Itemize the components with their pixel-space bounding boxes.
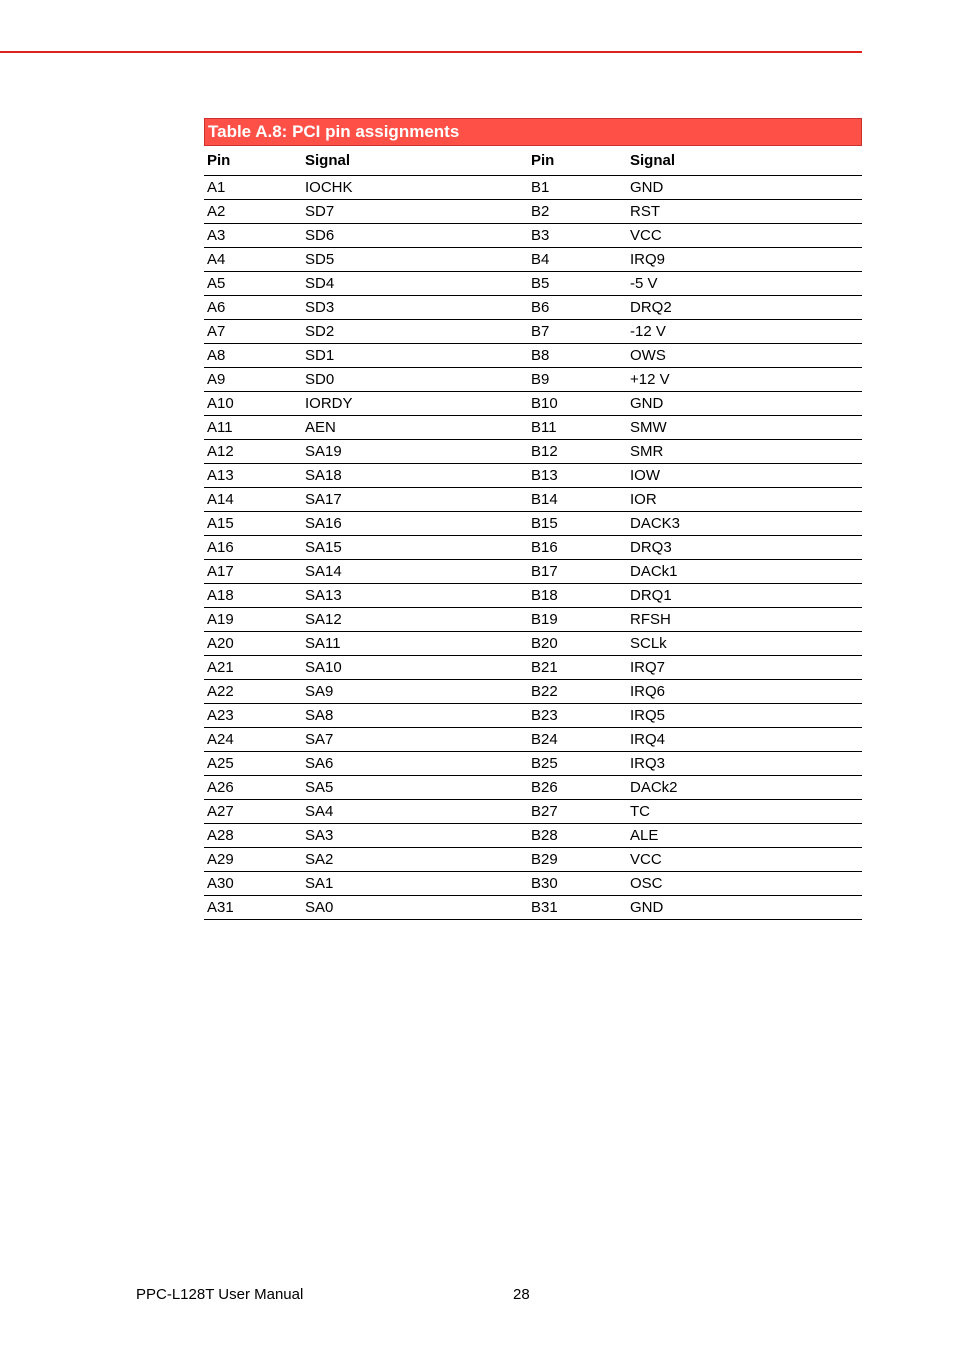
cell-signal-a: SA3 <box>302 824 528 848</box>
footer-manual-title: PPC-L128T User Manual <box>136 1286 304 1303</box>
cell-signal-a: SA7 <box>302 728 528 752</box>
cell-pin-b: B11 <box>528 416 627 440</box>
cell-pin-a: A24 <box>204 728 302 752</box>
cell-signal-a: IORDY <box>302 392 528 416</box>
table-row <box>204 176 862 200</box>
cell-pin-b: B26 <box>528 776 627 800</box>
table-row <box>204 728 862 752</box>
cell-pin-a: A17 <box>204 560 302 584</box>
cell-signal-a: SA8 <box>302 704 528 728</box>
cell-signal-a: SA19 <box>302 440 528 464</box>
cell-signal-b: DRQ2 <box>627 296 862 320</box>
table-row <box>204 416 862 440</box>
cell-pin-b: B10 <box>528 392 627 416</box>
cell-pin-b: B5 <box>528 272 627 296</box>
cell-pin-b: B19 <box>528 608 627 632</box>
cell-pin-a: A10 <box>204 392 302 416</box>
cell-signal-b: -5 V <box>627 272 862 296</box>
cell-signal-a: SD2 <box>302 320 528 344</box>
cell-pin-a: A16 <box>204 536 302 560</box>
cell-pin-b: B12 <box>528 440 627 464</box>
cell-pin-b: B16 <box>528 536 627 560</box>
cell-pin-a: A22 <box>204 680 302 704</box>
table-row <box>204 584 862 608</box>
cell-pin-a: A8 <box>204 344 302 368</box>
cell-pin-a: A23 <box>204 704 302 728</box>
cell-pin-a: A20 <box>204 632 302 656</box>
table-row <box>204 464 862 488</box>
cell-pin-a: A6 <box>204 296 302 320</box>
cell-signal-b: IRQ4 <box>627 728 862 752</box>
cell-signal-a: SA13 <box>302 584 528 608</box>
cell-pin-b: B31 <box>528 896 627 920</box>
cell-signal-a: SD4 <box>302 272 528 296</box>
cell-pin-a: A11 <box>204 416 302 440</box>
table-row <box>204 512 862 536</box>
cell-pin-b: B30 <box>528 872 627 896</box>
cell-signal-b: GND <box>627 392 862 416</box>
header-signal-b: Signal <box>627 146 862 176</box>
cell-signal-a: SD3 <box>302 296 528 320</box>
cell-pin-a: A3 <box>204 224 302 248</box>
cell-signal-b: DACk2 <box>627 776 862 800</box>
cell-pin-a: A28 <box>204 824 302 848</box>
cell-signal-a: SA17 <box>302 488 528 512</box>
cell-signal-b: OSC <box>627 872 862 896</box>
pin-assignment-table <box>204 146 862 920</box>
cell-pin-b: B4 <box>528 248 627 272</box>
table-row <box>204 752 862 776</box>
table-row <box>204 872 862 896</box>
cell-pin-a: A29 <box>204 848 302 872</box>
cell-pin-b: B2 <box>528 200 627 224</box>
cell-pin-b: B18 <box>528 584 627 608</box>
table-row <box>204 440 862 464</box>
cell-signal-a: SA0 <box>302 896 528 920</box>
cell-pin-b: B13 <box>528 464 627 488</box>
cell-signal-a: IOCHK <box>302 176 528 200</box>
cell-signal-b: RFSH <box>627 608 862 632</box>
table-row <box>204 824 862 848</box>
cell-signal-a: SA18 <box>302 464 528 488</box>
cell-pin-b: B8 <box>528 344 627 368</box>
table-header-row <box>204 146 862 176</box>
cell-signal-b: IRQ9 <box>627 248 862 272</box>
cell-pin-b: B27 <box>528 800 627 824</box>
cell-signal-a: SA4 <box>302 800 528 824</box>
cell-signal-b: SCLk <box>627 632 862 656</box>
cell-pin-b: B3 <box>528 224 627 248</box>
cell-signal-a: AEN <box>302 416 528 440</box>
cell-pin-a: A26 <box>204 776 302 800</box>
cell-signal-b: ALE <box>627 824 862 848</box>
table-row <box>204 536 862 560</box>
header-rule <box>0 51 862 53</box>
cell-signal-b: IRQ3 <box>627 752 862 776</box>
table-row <box>204 560 862 584</box>
cell-pin-a: A31 <box>204 896 302 920</box>
cell-pin-b: B24 <box>528 728 627 752</box>
cell-pin-b: B15 <box>528 512 627 536</box>
cell-pin-a: A4 <box>204 248 302 272</box>
cell-signal-b: RST <box>627 200 862 224</box>
cell-pin-b: B21 <box>528 656 627 680</box>
cell-pin-b: B17 <box>528 560 627 584</box>
cell-signal-b: TC <box>627 800 862 824</box>
cell-signal-b: VCC <box>627 224 862 248</box>
cell-pin-a: A13 <box>204 464 302 488</box>
table-row <box>204 896 862 920</box>
cell-pin-a: A2 <box>204 200 302 224</box>
cell-signal-a: SA12 <box>302 608 528 632</box>
table-row <box>204 608 862 632</box>
table-row <box>204 848 862 872</box>
cell-pin-a: A15 <box>204 512 302 536</box>
cell-signal-a: SA1 <box>302 872 528 896</box>
cell-pin-a: A30 <box>204 872 302 896</box>
cell-pin-a: A12 <box>204 440 302 464</box>
table-row <box>204 272 862 296</box>
table-row <box>204 344 862 368</box>
header-pin-b: Pin <box>528 146 627 176</box>
cell-pin-b: B7 <box>528 320 627 344</box>
cell-pin-a: A21 <box>204 656 302 680</box>
table-row <box>204 320 862 344</box>
cell-pin-b: B29 <box>528 848 627 872</box>
table-row <box>204 704 862 728</box>
pci-pin-table <box>204 118 862 920</box>
cell-pin-b: B6 <box>528 296 627 320</box>
cell-signal-b: OWS <box>627 344 862 368</box>
cell-signal-a: SD1 <box>302 344 528 368</box>
cell-pin-a: A14 <box>204 488 302 512</box>
cell-pin-b: B23 <box>528 704 627 728</box>
table-row <box>204 248 862 272</box>
cell-signal-a: SA9 <box>302 680 528 704</box>
cell-signal-b: IOW <box>627 464 862 488</box>
cell-signal-b: -12 V <box>627 320 862 344</box>
cell-signal-b: IRQ7 <box>627 656 862 680</box>
cell-signal-a: SA5 <box>302 776 528 800</box>
header-signal-a: Signal <box>302 146 528 176</box>
cell-pin-b: B28 <box>528 824 627 848</box>
cell-pin-b: B22 <box>528 680 627 704</box>
cell-signal-b: DRQ3 <box>627 536 862 560</box>
table-body <box>204 176 862 920</box>
cell-signal-a: SD6 <box>302 224 528 248</box>
cell-signal-b: SMR <box>627 440 862 464</box>
table-row <box>204 656 862 680</box>
cell-pin-a: A5 <box>204 272 302 296</box>
cell-signal-a: SA16 <box>302 512 528 536</box>
footer-page-number: 28 <box>513 1286 530 1303</box>
table-row <box>204 632 862 656</box>
header-pin-a: Pin <box>204 146 302 176</box>
table-row <box>204 224 862 248</box>
cell-signal-a: SA15 <box>302 536 528 560</box>
cell-pin-a: A27 <box>204 800 302 824</box>
cell-signal-b: GND <box>627 896 862 920</box>
cell-signal-b: IRQ6 <box>627 680 862 704</box>
cell-signal-a: SD7 <box>302 200 528 224</box>
cell-signal-b: SMW <box>627 416 862 440</box>
cell-signal-a: SD5 <box>302 248 528 272</box>
cell-pin-a: A18 <box>204 584 302 608</box>
cell-signal-a: SA2 <box>302 848 528 872</box>
cell-signal-b: DRQ1 <box>627 584 862 608</box>
cell-signal-b: IRQ5 <box>627 704 862 728</box>
cell-signal-a: SA11 <box>302 632 528 656</box>
cell-pin-b: B25 <box>528 752 627 776</box>
table-row <box>204 368 862 392</box>
table-row <box>204 200 862 224</box>
table-row <box>204 776 862 800</box>
cell-pin-b: B14 <box>528 488 627 512</box>
table-row <box>204 800 862 824</box>
cell-signal-a: SA6 <box>302 752 528 776</box>
table-row <box>204 488 862 512</box>
cell-signal-a: SD0 <box>302 368 528 392</box>
cell-pin-b: B20 <box>528 632 627 656</box>
cell-pin-a: A9 <box>204 368 302 392</box>
cell-signal-b: GND <box>627 176 862 200</box>
cell-signal-b: DACK3 <box>627 512 862 536</box>
table-row <box>204 296 862 320</box>
table-row <box>204 392 862 416</box>
table-caption: Table A.8: PCI pin assignments <box>204 118 862 146</box>
cell-pin-a: A25 <box>204 752 302 776</box>
cell-pin-a: A1 <box>204 176 302 200</box>
cell-signal-a: SA14 <box>302 560 528 584</box>
cell-signal-a: SA10 <box>302 656 528 680</box>
cell-signal-b: IOR <box>627 488 862 512</box>
cell-pin-a: A7 <box>204 320 302 344</box>
table-row <box>204 680 862 704</box>
cell-pin-b: B1 <box>528 176 627 200</box>
cell-pin-b: B9 <box>528 368 627 392</box>
cell-signal-b: VCC <box>627 848 862 872</box>
cell-pin-a: A19 <box>204 608 302 632</box>
cell-signal-b: DACk1 <box>627 560 862 584</box>
cell-signal-b: +12 V <box>627 368 862 392</box>
